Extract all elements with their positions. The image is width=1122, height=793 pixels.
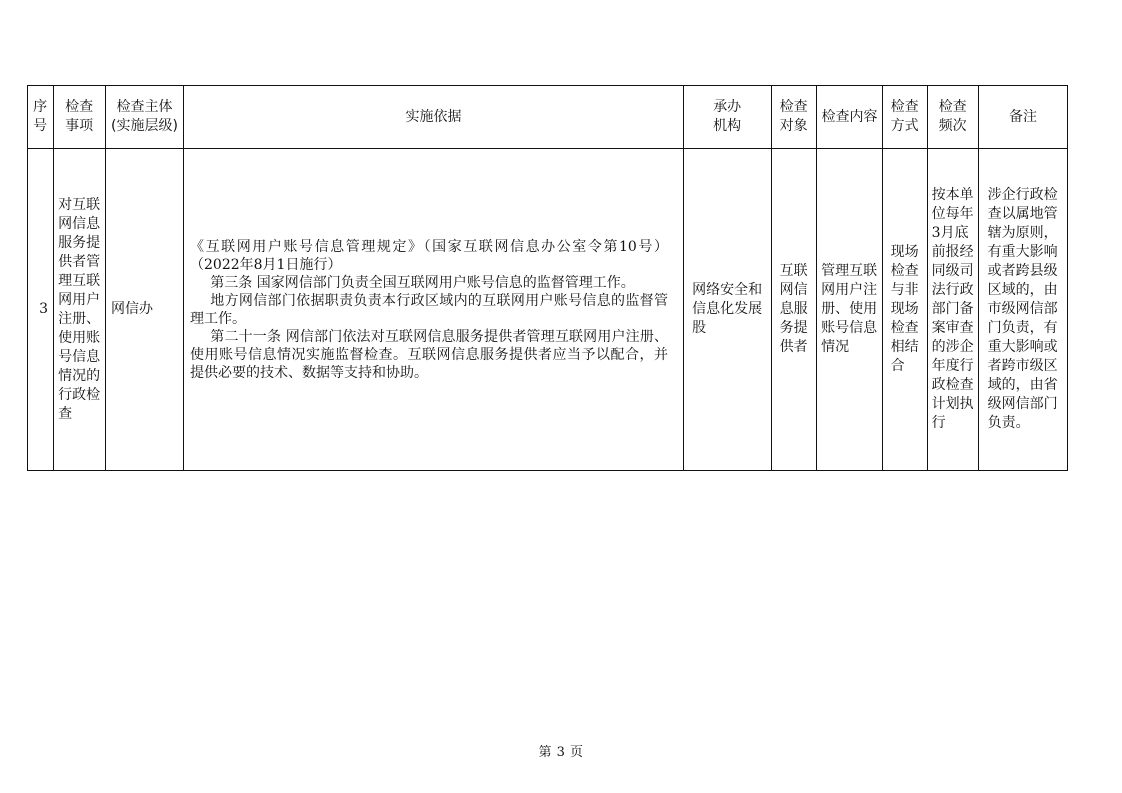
header-basis-label: 实施依据 bbox=[405, 108, 462, 125]
header-content-label: 检查内容 bbox=[821, 108, 878, 125]
header-remarks bbox=[979, 86, 1068, 149]
inspection-method-cell bbox=[883, 149, 928, 471]
basis-line: 理工作。 bbox=[190, 310, 246, 327]
header-index-label: 序号 bbox=[33, 99, 48, 134]
header-item-label: 检查事项 bbox=[65, 99, 94, 134]
header-method bbox=[883, 86, 928, 149]
header-frequency-label: 检查频次 bbox=[938, 99, 967, 134]
basis-line: 第二十一条 网信部门依法对互联网信息服务提供者管理互联网用户注册、 bbox=[210, 328, 668, 345]
inspection-method: 现场检查与非现场检查相结合 bbox=[890, 244, 919, 374]
table-header-row bbox=[28, 86, 1068, 149]
legal-basis bbox=[190, 238, 668, 382]
header-object-label: 检查对象 bbox=[779, 99, 808, 134]
inspection-subject-cell bbox=[106, 149, 184, 471]
header-remarks-label: 备注 bbox=[1009, 108, 1037, 125]
basis-line: 地方网信部门依据职责负责本行政区域内的互联网用户账号信息的监督管 bbox=[210, 292, 668, 309]
inspection-object-cell bbox=[772, 149, 817, 471]
header-frequency bbox=[928, 86, 979, 149]
header-subject-label: 检查主体 bbox=[116, 99, 173, 115]
inspection-item: 对互联网信息服务提供者管理互联网用户注册、使用账号信息情况的行政检查 bbox=[58, 196, 101, 422]
header-basis bbox=[184, 86, 684, 149]
header-object bbox=[772, 86, 817, 149]
inspection-subject: 网信办 bbox=[111, 301, 153, 317]
header-item bbox=[54, 86, 106, 149]
basis-line: 使用账号信息情况实施监督检查。互联网信息服务提供者应当予以配合，并 bbox=[190, 346, 668, 363]
page-number: 第 3 页 bbox=[538, 745, 584, 760]
inspection-item-cell bbox=[54, 149, 106, 471]
inspection-frequency-cell bbox=[928, 149, 979, 471]
header-subject-level-label: (实施层级) bbox=[111, 118, 178, 134]
header-agency bbox=[684, 86, 772, 149]
inspection-table bbox=[27, 85, 1068, 471]
legal-basis-cell bbox=[184, 149, 684, 471]
basis-line: 第三条 国家网信部门负责全国互联网用户账号信息的监督管理工作。 bbox=[210, 274, 635, 291]
agency-cell bbox=[684, 149, 772, 471]
header-method-label: 检查方式 bbox=[890, 99, 919, 134]
remarks: 涉企行政检查以属地管辖为原则，有重大影响或者跨县级区域的，由市级网信部门负责，有重大影响或者跨市级区域的，由省级网信部门负责。 bbox=[987, 187, 1058, 431]
inspection-object: 互联网信息服务提供者 bbox=[779, 263, 808, 355]
table-row bbox=[28, 149, 1068, 471]
header-content bbox=[817, 86, 883, 149]
header-subject bbox=[106, 86, 184, 149]
remarks-cell bbox=[979, 149, 1068, 471]
basis-line: （2022年8月1日施行） bbox=[190, 256, 342, 273]
row-index-cell bbox=[28, 149, 54, 471]
header-index bbox=[28, 86, 54, 149]
inspection-content: 管理互联网用户注册、使用账号信息情况 bbox=[821, 263, 878, 355]
basis-line: 提供必要的技术、数据等支持和协助。 bbox=[190, 364, 428, 381]
inspection-content-cell bbox=[817, 149, 883, 471]
row-index: 3 bbox=[39, 301, 48, 317]
inspection-frequency: 按本单位每年3月底前报经同级司法行政部门备案审查的涉企年度行政检查计划执行 bbox=[931, 187, 974, 431]
basis-line: 《互联网用户账号信息管理规定》（国家互联网信息办公室令第10号） bbox=[190, 238, 668, 255]
agency: 网络安全和信息化发展股 bbox=[692, 282, 763, 336]
header-agency-label: 承办机构 bbox=[713, 99, 742, 134]
